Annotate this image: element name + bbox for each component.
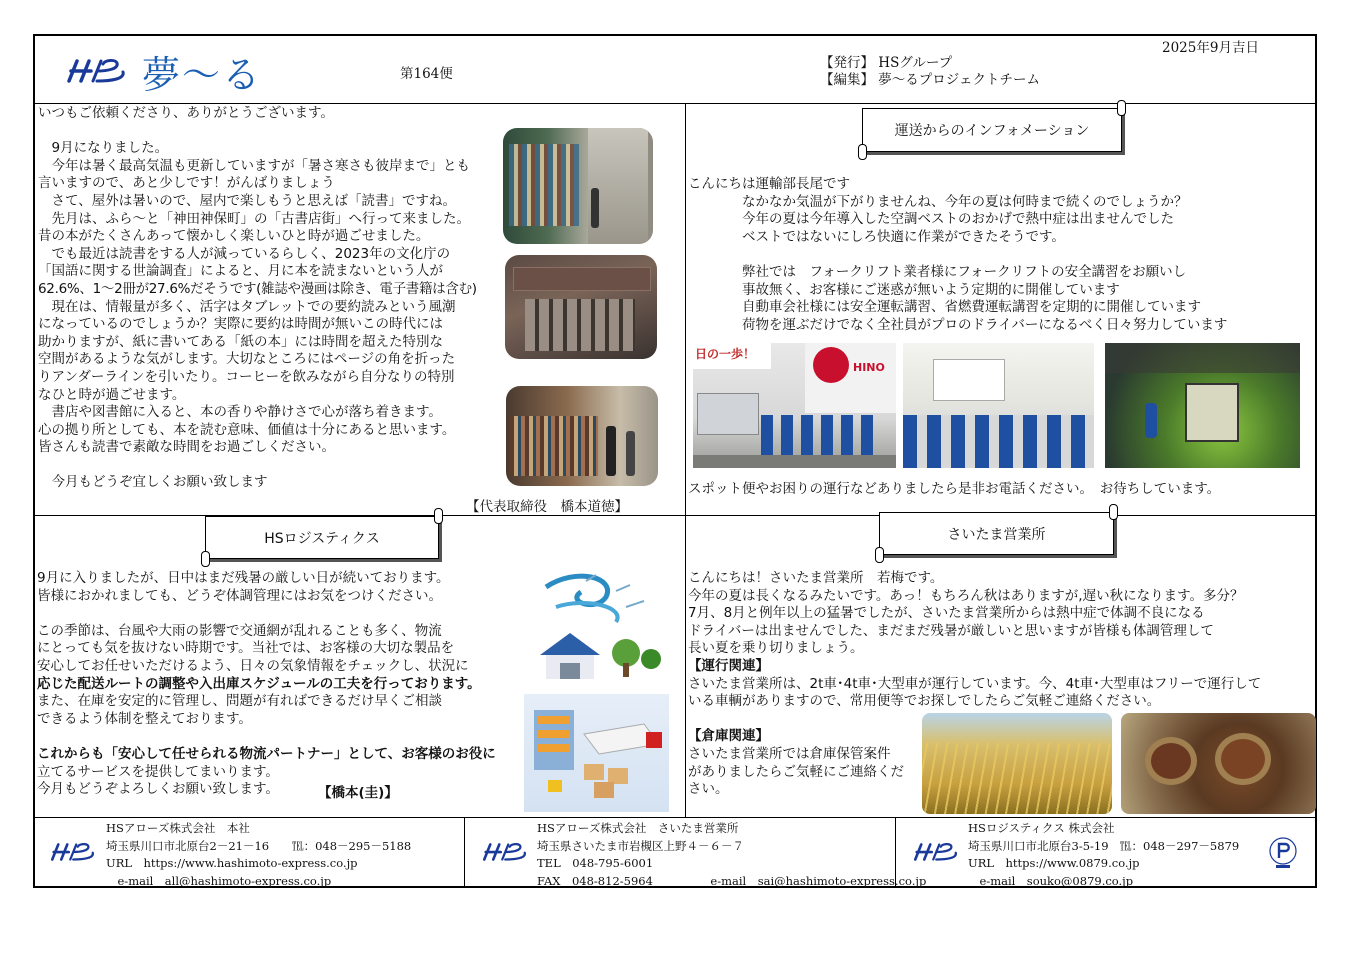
logistics-banner: HSロジスティクス (205, 516, 439, 559)
logistics-signature: 【橋本(圭)】 (318, 785, 398, 801)
transport-message (688, 176, 1227, 334)
president-line: 先月は、ふら～と「神田神保町」の「古書店街」へ行って来ました。 (38, 210, 470, 227)
transport-line (688, 246, 1227, 264)
footer-email[interactable]: e-mail all@hashimoto-express.co.jp (106, 873, 332, 888)
privacy-mark-icon (1268, 836, 1298, 870)
chestnut-photo (1121, 713, 1316, 814)
logistics-highlight: 応じた配送ルートの調整や入出庫スケジュールの工夫を行っております。 (37, 675, 481, 692)
saitama-line: 今年の夏は長くなるみたいです。あっ！もちろん秋はありますが,遅い秋になります。多分？ (688, 587, 1244, 604)
president-line: 言いますので、あと少しです！がんばりましょう (38, 175, 335, 192)
footer-line: HSロジスティクス 株式会社 (968, 821, 1115, 835)
president-line: 書店や図書館に入ると、本の香りや静けさで心が落ち着きます。 (38, 404, 442, 421)
footer-logistics (968, 820, 1239, 890)
logistics-line: にとっても気を抜けない時期です。当社では、お客様の大切な製品を (37, 640, 455, 657)
footer-line: HSアローズ株式会社 本社 (106, 821, 250, 835)
logistics-line: 安心してお任せいただけるよう、日々の気象情報をチェックし、状況に (37, 657, 469, 674)
saitama-line: さいたま営業所では倉庫保管案件 (688, 745, 891, 762)
president-line (38, 457, 477, 475)
logistics-line: 皆様におかれましても、どうぞ体調管理にはお気をつけください。 (37, 587, 442, 604)
footer-url[interactable]: URL https://www.0879.co.jp (968, 856, 1140, 870)
saitama-line: ドライバーは出ませんでした、まだまだ残暑が厳しいと思いますが皆様も体調管理して (688, 622, 1214, 639)
transport-line: こんにちは運輸部長尾です (688, 176, 850, 192)
saitama-section-heading: 【倉庫関連】 (688, 728, 769, 745)
hino-logo: HINO (853, 361, 885, 374)
president-signature: 【代表取締役 橋本道徳】 (466, 499, 628, 515)
president-line: なひと時が過ごせます。 (38, 386, 186, 403)
footer-line: 埼玉県さいたま市岩槻区上野４－６－７ (537, 838, 744, 853)
transport-line: 弊社では フォークリフト業者様にフォークリフトの安全講習をお願いし (688, 263, 1187, 280)
book-center-building-photo (505, 255, 657, 359)
saitama-section-heading: 【運行関連】 (688, 657, 769, 674)
saitama-line: いる車輌がありますので、常用便等でお探しでしたらご気軽ご連絡ください。 (688, 693, 1161, 710)
footer-email[interactable]: FAX 048-812-5964 e-mail sai@hashimoto-express.co.jp (537, 873, 927, 888)
classroom-training-photo (903, 343, 1094, 468)
hino-training-photo (693, 343, 896, 468)
footer-line: 埼玉県川口市北原台3-5-19 ℡：048－297－5879 (968, 838, 1240, 853)
logistics-line (37, 605, 496, 623)
hs-logo-icon (50, 840, 98, 864)
president-line: 9月になりました。 (38, 140, 169, 157)
footer-divider-1 (464, 817, 465, 888)
publisher: 【発行】 HSグループ (820, 55, 953, 71)
footer-saitama-office (537, 820, 926, 890)
saitama-line: さい。 (688, 781, 729, 798)
footer-headquarters (106, 820, 411, 890)
saitama-line: がありましたらご気軽にご連絡くだ (688, 763, 904, 780)
saitama-line: こんにちは！さいたま営業所 若梅です。 (688, 570, 944, 586)
president-line: 昔の本がたくさんあって懐かしく楽しいひと時が過ごせました。 (38, 228, 430, 245)
footer-line: HSアローズ株式会社 さいたま営業所 (537, 821, 739, 835)
editor: 【編集】 夢～るプロジェクトチーム (820, 72, 1041, 88)
footer-divider (33, 817, 1317, 818)
president-line: 「国語に関する世論調査」によると、月に本を読まないという人が (38, 263, 443, 280)
president-line: になっているのでしょうか？実際に要約は時間が無いこの時代には (38, 316, 443, 333)
transport-line: 事故無く、お客様にご迷惑が無いよう定期的に開催しています (688, 281, 1120, 298)
rice-field-photo (922, 713, 1112, 814)
president-line: 皆さんも読書で素敵な時間をお過ごしください。 (38, 439, 335, 456)
footer-line: 埼玉県川口市北原台2－21－16 ℡：048－295－5188 (106, 838, 412, 853)
footer-line: TEL 048-795-6001 (537, 856, 654, 870)
hs-logo-icon (482, 840, 530, 864)
transport-line: 今年の夏は今年導入した空調ベストのおかげで熱中症は出ませんでした (688, 211, 1174, 228)
issue-date: 2025年9月吉日 (1162, 40, 1259, 56)
president-line: 62.6%、1～2冊が27.6%だそうです(雑誌や漫画は除き、電子書籍は含む) (38, 280, 477, 297)
logistics-line: 9月に入りましたが、日中はまだ残暑の厳しい日が続いております。 (37, 570, 450, 586)
logistics-message (37, 570, 496, 799)
saitama-line: さいたま営業所は、2t車･4t車･大型車が運行しています。今、4t車･大型車はフリーで運行して (688, 675, 1262, 692)
newsletter-title: 夢～る (142, 53, 263, 97)
president-line: 空間があるような気がします。大切なところにはページの角を折った (38, 351, 456, 368)
president-line: りアンダーラインを引いたり。コーヒーを飲みながら自分なりの特別 (38, 368, 455, 385)
center-divider (685, 103, 686, 817)
logistics-line: できるよう体制を整えております。 (37, 710, 252, 727)
footer-email[interactable]: e-mail souko@0879.co.jp (968, 873, 1134, 888)
transport-closing: スポット便やお困りの運行などありましたら是非お電話ください。 お待ちしています。 (688, 481, 1221, 497)
president-line: 助かりますが、紙に書いてある「紙の本」には時間を超えた特別な (38, 333, 443, 350)
logistics-highlight: これからも「安心して任せられる物流パートナー」として、お客様のお役に (37, 745, 496, 762)
president-line: いつもご依頼くださり、ありがとうございます。 (38, 105, 334, 121)
president-line: 今月もどうぞ宜しくお願い致します (38, 474, 268, 491)
typhoon-warehouse-illustration (526, 567, 669, 685)
transport-line: 荷物を運ぶだけでなく全社員がプロのドライバーになるべく日々努力しています (688, 316, 1228, 333)
president-line: さて、屋外は暑いので、屋内で楽しもうと思えば「読書」ですね。 (38, 192, 456, 209)
president-line: 心の拠り所としても、本を読む意味、価値は十分にあると思います。 (38, 421, 456, 438)
forklift-training-photo (1105, 343, 1300, 468)
bookstore-street-photo (503, 128, 653, 244)
president-line: でも最近は読書をする人が減っているらしく、2023年の文化庁の (38, 245, 451, 262)
transport-line: 自動車会社様には安全運転講習、省燃費運転講習を定期的に開催しています (688, 299, 1201, 316)
logistics-line: 立てるサービスを提供してまいります。 (37, 763, 279, 780)
issue-number: 第164便 (400, 66, 453, 82)
hs-logo-icon (67, 55, 129, 87)
old-bookshop-photo (506, 386, 658, 486)
warehouse-trucks-illustration (524, 694, 669, 812)
logistics-line: この季節は、台風や大雨の影響で交通網が乱れることも多く、物流 (37, 622, 442, 639)
logistics-line: 今月もどうぞよろしくお願い致します。 (37, 781, 279, 798)
president-line: 現在は、情報量が多く、活字はタブレットでの要約読みという風潮 (38, 298, 456, 315)
photo-caption: 日の一歩！ (695, 347, 756, 361)
president-message (38, 105, 477, 492)
saitama-line: 7月、8月と例年以上の猛暑でしたが、さいたま営業所からは熱中症で体調不良になる (688, 605, 1205, 622)
hs-logo-icon (913, 840, 961, 864)
logistics-line: また、在庫を安定的に管理し、問題が有ればできるだけ早くご相談 (37, 693, 442, 710)
transport-line: なかなか気温が下がりませんね、今年の夏は何時まで続くのでしょうか？ (688, 193, 1188, 210)
transport-banner: 運送からのインフォメーション (862, 108, 1122, 152)
footer-url[interactable]: URL https://www.hashimoto-express.co.jp (106, 856, 358, 870)
saitama-banner: さいたま営業所 (879, 512, 1114, 555)
president-line: 今年は暑く最高気温も更新していますが「暑さ寒さも彼岸まで」とも (38, 157, 470, 174)
president-line (38, 123, 477, 141)
saitama-line: 長い夏を乗り切りましょう。 (688, 640, 864, 657)
transport-line: ベストではないにしろ快適に作業ができたそうです。 (688, 228, 1065, 245)
